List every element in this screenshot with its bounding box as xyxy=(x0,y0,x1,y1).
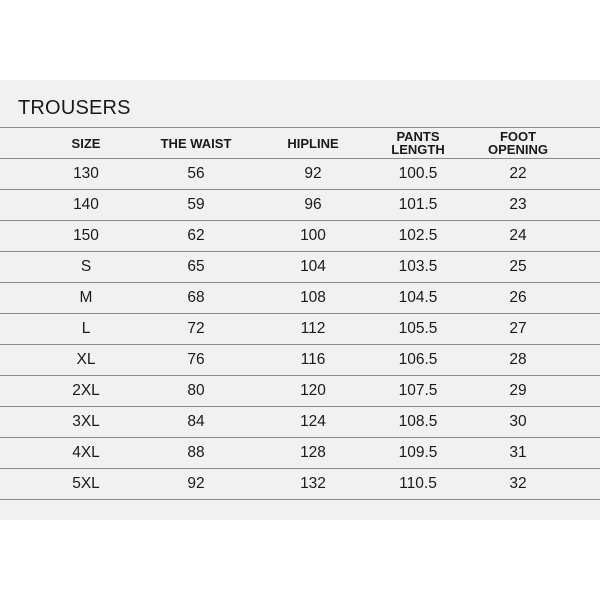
cell-waist: 56 xyxy=(187,165,205,182)
cell-waist: 59 xyxy=(187,196,205,213)
header-hipline: HIPLINE xyxy=(287,135,339,151)
table-row xyxy=(0,468,600,500)
cell-waist: 68 xyxy=(187,289,205,306)
cell-size: 2XL xyxy=(72,382,100,399)
chart-title: TROUSERS xyxy=(18,97,131,119)
cell-hipline: 132 xyxy=(300,475,326,492)
cell-foot-opening: 24 xyxy=(509,227,527,244)
cell-size: L xyxy=(81,320,91,337)
cell-pants-length: 109.5 xyxy=(398,444,438,461)
table-row xyxy=(0,406,600,437)
cell-hipline: 128 xyxy=(300,444,326,461)
size-table xyxy=(0,127,600,500)
cell-foot-opening: 32 xyxy=(509,475,527,492)
cell-size: M xyxy=(79,289,93,306)
cell-size: 5XL xyxy=(72,475,100,492)
header-size: SIZE xyxy=(71,135,101,151)
cell-foot-opening: 25 xyxy=(509,258,527,275)
cell-hipline: 92 xyxy=(304,165,322,182)
cell-foot-opening: 22 xyxy=(509,165,527,182)
table-row xyxy=(0,189,600,220)
cell-hipline: 112 xyxy=(300,320,326,337)
cell-hipline: 116 xyxy=(300,351,326,368)
cell-waist: 62 xyxy=(187,227,205,244)
cell-waist: 80 xyxy=(187,382,205,399)
cell-foot-opening: 27 xyxy=(509,320,527,337)
cell-pants-length: 102.5 xyxy=(398,227,438,244)
cell-pants-length: 103.5 xyxy=(398,258,438,275)
cell-foot-opening: 26 xyxy=(509,289,527,306)
table-row xyxy=(0,251,600,282)
cell-pants-length: 110.5 xyxy=(399,475,437,492)
cell-pants-length: 100.5 xyxy=(398,165,438,182)
table-row xyxy=(0,220,600,251)
header-pants-length: PANTS LENGTH xyxy=(391,129,445,157)
cell-hipline: 100 xyxy=(300,227,326,244)
cell-pants-length: 104.5 xyxy=(398,289,438,306)
table-row xyxy=(0,344,600,375)
cell-foot-opening: 29 xyxy=(509,382,527,399)
cell-size: XL xyxy=(76,351,96,368)
cell-foot-opening: 23 xyxy=(509,196,527,213)
cell-size: 150 xyxy=(73,227,99,244)
cell-size: 4XL xyxy=(72,444,100,461)
cell-waist: 76 xyxy=(187,351,205,368)
table-row xyxy=(0,313,600,344)
cell-hipline: 104 xyxy=(300,258,326,275)
cell-pants-length: 107.5 xyxy=(398,382,438,399)
cell-size: 130 xyxy=(73,165,99,182)
cell-size: 3XL xyxy=(72,413,100,430)
header-waist: THE WAIST xyxy=(160,135,232,151)
table-row xyxy=(0,282,600,313)
cell-size: S xyxy=(80,258,92,275)
table-header-row xyxy=(0,127,600,158)
table-row xyxy=(0,158,600,189)
cell-hipline: 120 xyxy=(300,382,326,399)
table-row xyxy=(0,437,600,468)
cell-waist: 84 xyxy=(187,413,205,430)
cell-pants-length: 105.5 xyxy=(398,320,438,337)
cell-pants-length: 108.5 xyxy=(398,413,438,430)
cell-hipline: 96 xyxy=(304,196,322,213)
table-row xyxy=(0,375,600,406)
cell-foot-opening: 31 xyxy=(509,444,527,461)
cell-waist: 72 xyxy=(187,320,205,337)
cell-waist: 88 xyxy=(187,444,205,461)
cell-hipline: 108 xyxy=(300,289,326,306)
table-body xyxy=(0,158,600,500)
cell-waist: 65 xyxy=(187,258,205,275)
cell-pants-length: 101.5 xyxy=(398,196,438,213)
cell-waist: 92 xyxy=(187,475,205,492)
cell-pants-length: 106.5 xyxy=(398,351,438,368)
cell-foot-opening: 30 xyxy=(509,413,527,430)
cell-hipline: 124 xyxy=(300,413,326,430)
header-foot-opening: FOOT OPENING xyxy=(488,129,548,157)
cell-foot-opening: 28 xyxy=(509,351,527,368)
cell-size: 140 xyxy=(73,196,99,213)
